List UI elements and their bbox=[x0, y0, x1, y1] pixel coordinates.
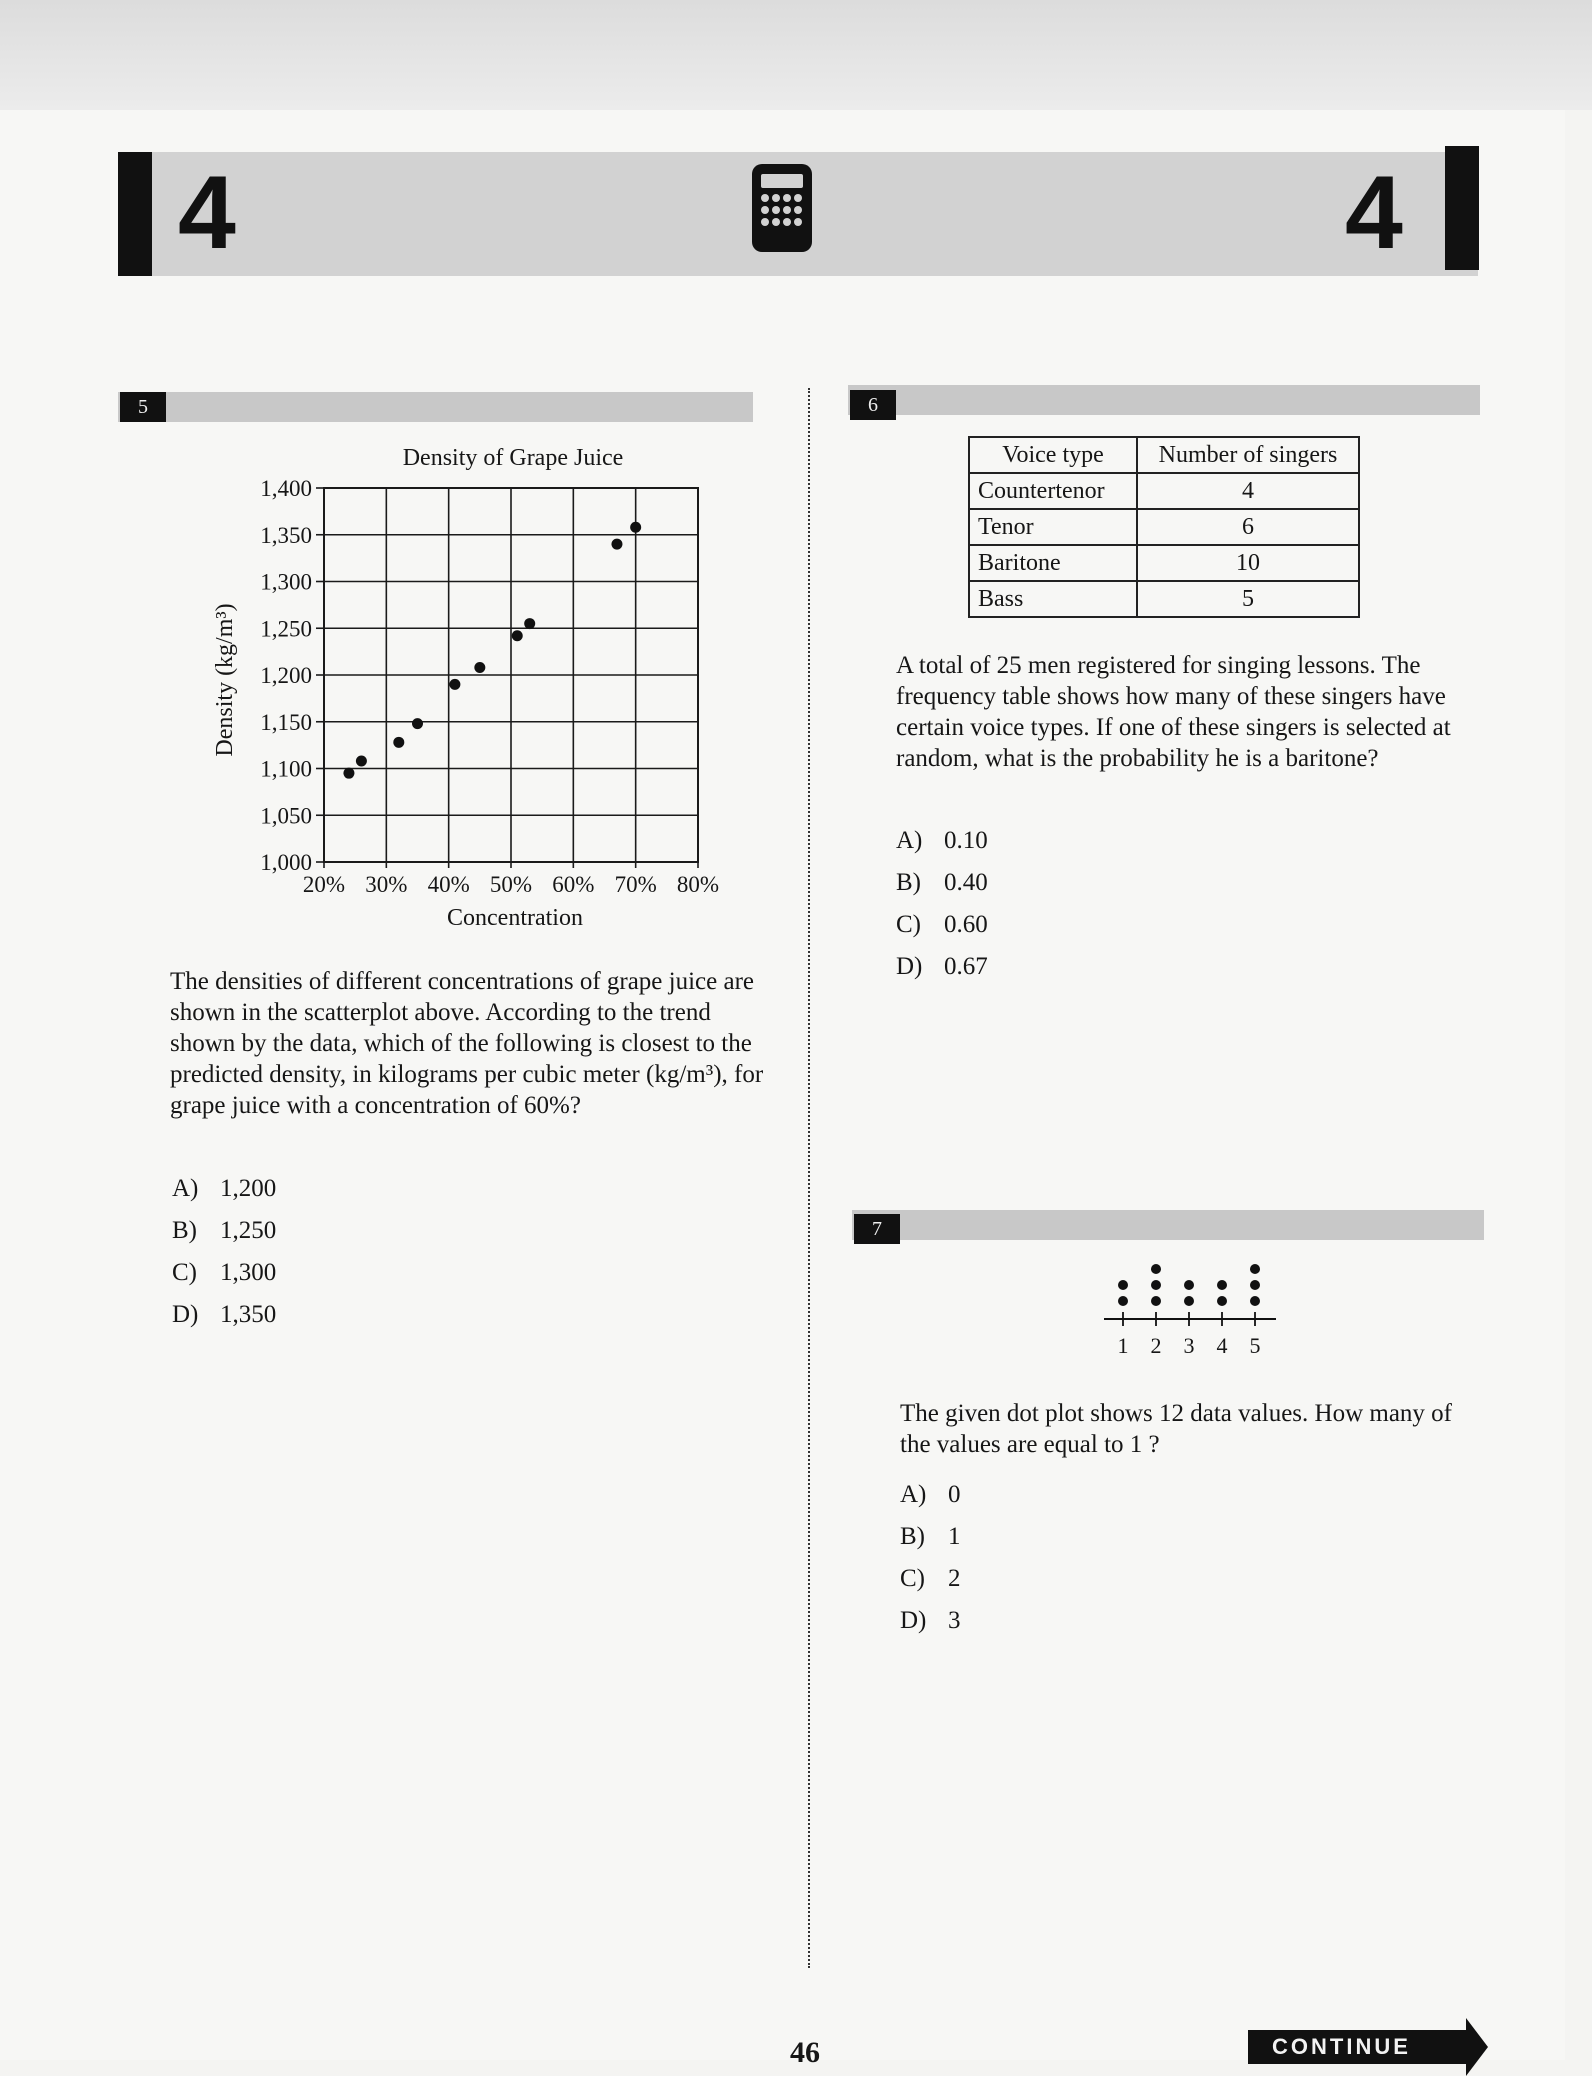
table-header-cell: Voice type bbox=[969, 437, 1137, 473]
page-number: 46 bbox=[790, 2036, 820, 2069]
x-tick-label: 20% bbox=[302, 872, 346, 897]
data-point bbox=[474, 662, 485, 673]
x-tick-label: 30% bbox=[365, 872, 408, 897]
dot-plot-tick-label: 1 bbox=[1117, 1333, 1129, 1358]
data-point bbox=[393, 737, 404, 748]
data-point bbox=[343, 768, 354, 779]
column-divider bbox=[808, 388, 810, 1968]
choice-7b[interactable]: B) 1 bbox=[900, 1523, 961, 1550]
table-cell: Baritone bbox=[969, 545, 1137, 581]
table-header-cell: Number of singers bbox=[1137, 437, 1359, 473]
x-tick-label: 50% bbox=[489, 872, 533, 897]
scatter-y-axis-label: Density (kg/m³) bbox=[212, 603, 238, 757]
scatter-x-axis-label: Concentration bbox=[447, 905, 583, 928]
x-tick-label: 80% bbox=[676, 872, 720, 897]
question-5-number: 5 bbox=[120, 392, 166, 422]
question-6-number: 6 bbox=[850, 390, 896, 420]
y-tick-label: 1,200 bbox=[260, 663, 312, 688]
question-5-bar bbox=[118, 392, 753, 422]
table-cell: 10 bbox=[1137, 545, 1359, 581]
table-header-row bbox=[969, 437, 1359, 473]
header-left-block bbox=[118, 152, 152, 276]
dot-plot-dot bbox=[1151, 1264, 1161, 1274]
table-cell: Countertenor bbox=[969, 473, 1137, 509]
choice-6a[interactable]: A) 0.10 bbox=[896, 827, 988, 854]
question-5-text: The densities of different concentrations of grape juice are shown in the scatterplot above. According to the trend shown by the data, which of the following is closest to the predicted density, in kilograms per cubic meter (kg/m³), for grape juice with a concentration of 60%? bbox=[170, 968, 764, 1119]
question-5-choices bbox=[172, 1168, 276, 1336]
dot-plot-dot bbox=[1184, 1280, 1194, 1290]
question-6-text: A total of 25 men registered for singing lessons. The frequency table shows how many of these singers have certain voice types. If one of these singers is selected at random, what is the probability he is a baritone? bbox=[896, 652, 1451, 772]
x-tick-label: 70% bbox=[614, 872, 657, 897]
dot-plot-dot bbox=[1118, 1280, 1128, 1290]
continue-button[interactable]: CONTINUE bbox=[1248, 2030, 1466, 2064]
table-row bbox=[969, 581, 1359, 617]
dot-plot-dot bbox=[1184, 1296, 1194, 1306]
dot-plot-dot bbox=[1250, 1280, 1260, 1290]
table-cell: Tenor bbox=[969, 509, 1137, 545]
dot-plot-dot bbox=[1250, 1296, 1260, 1306]
dot-plot-tick-label: 2 bbox=[1150, 1333, 1162, 1358]
data-point bbox=[356, 756, 367, 767]
voice-type-table bbox=[968, 436, 1360, 618]
choice-6b[interactable]: B) 0.40 bbox=[896, 869, 988, 896]
scatter-title: Density of Grape Juice bbox=[402, 445, 624, 471]
data-point bbox=[524, 618, 535, 629]
y-tick-label: 1,250 bbox=[260, 616, 312, 642]
choice-6c[interactable]: C) 0.60 bbox=[896, 911, 988, 938]
section-number-left: 4 bbox=[178, 155, 236, 271]
data-point bbox=[449, 679, 460, 690]
table-row bbox=[969, 545, 1359, 581]
question-7-bar bbox=[852, 1210, 1484, 1240]
question-7-number: 7 bbox=[854, 1214, 900, 1244]
y-tick-label: 1,000 bbox=[260, 850, 312, 875]
table-cell: 4 bbox=[1137, 473, 1359, 509]
data-point bbox=[611, 539, 622, 550]
x-tick-label: 60% bbox=[552, 872, 595, 897]
dot-plot-dot bbox=[1118, 1296, 1128, 1306]
question-7-choices bbox=[900, 1474, 961, 1642]
section-number-right: 4 bbox=[1345, 155, 1403, 271]
choice-5a[interactable]: A) 1,200 bbox=[172, 1175, 277, 1202]
choice-7a[interactable]: A) 0 bbox=[900, 1481, 961, 1508]
table-cell: 5 bbox=[1137, 581, 1359, 617]
choice-7c[interactable]: C) 2 bbox=[900, 1565, 961, 1592]
y-tick-label: 1,300 bbox=[260, 569, 312, 595]
dot-plot-dot bbox=[1250, 1264, 1260, 1274]
header-right-block bbox=[1445, 146, 1479, 270]
dot-plot-dot bbox=[1151, 1296, 1161, 1306]
dot-plot-tick-label: 3 bbox=[1183, 1333, 1195, 1358]
y-tick-label: 1,100 bbox=[260, 756, 312, 782]
table-row bbox=[969, 473, 1359, 509]
dot-plot-dot bbox=[1217, 1296, 1227, 1306]
question-6-bar bbox=[848, 385, 1480, 415]
dot-plot-tick-label: 5 bbox=[1249, 1333, 1261, 1358]
table-row bbox=[969, 509, 1359, 545]
dot-plot bbox=[1090, 1255, 1290, 1365]
choice-7d[interactable]: D) 3 bbox=[900, 1607, 961, 1634]
data-point bbox=[630, 522, 641, 533]
choice-6d[interactable]: D) 0.67 bbox=[896, 953, 988, 980]
question-7-text: The given dot plot shows 12 data values. How many of the values are equal to 1 ? bbox=[900, 1400, 1452, 1458]
y-tick-label: 1,150 bbox=[260, 709, 312, 735]
y-tick-label: 1,050 bbox=[260, 803, 312, 829]
density-scatterplot bbox=[200, 436, 760, 928]
dot-plot-dot bbox=[1151, 1280, 1161, 1290]
question-6-choices bbox=[896, 820, 988, 988]
x-tick-label: 40% bbox=[427, 872, 470, 897]
calculator-icon bbox=[752, 164, 812, 252]
data-point bbox=[512, 630, 523, 641]
dot-plot-tick-label: 4 bbox=[1216, 1333, 1228, 1358]
y-tick-label: 1,400 bbox=[260, 476, 312, 501]
table-cell: 6 bbox=[1137, 509, 1359, 545]
choice-5c[interactable]: C) 1,300 bbox=[172, 1259, 277, 1286]
dot-plot-dot bbox=[1217, 1280, 1227, 1290]
data-point bbox=[412, 718, 423, 729]
choice-5d[interactable]: D) 1,350 bbox=[172, 1301, 277, 1328]
scan-top-band bbox=[0, 0, 1592, 110]
continue-arrow-icon bbox=[1466, 2018, 1488, 2076]
y-tick-label: 1,350 bbox=[260, 522, 312, 548]
choice-5b[interactable]: B) 1,250 bbox=[172, 1217, 277, 1244]
table-cell: Bass bbox=[969, 581, 1137, 617]
